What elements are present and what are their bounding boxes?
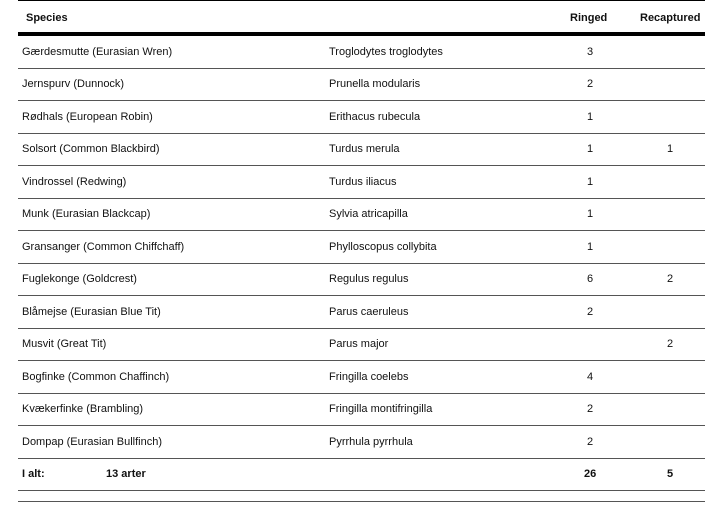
species-name: Gærdesmutte (Eurasian Wren)	[22, 45, 173, 58]
table-row	[18, 264, 705, 297]
scientific-name: Parus caeruleus	[329, 305, 409, 318]
header-species: Species	[26, 12, 68, 24]
scientific-name: Fringilla montifringilla	[329, 403, 433, 416]
header-ringed: Ringed	[570, 12, 608, 24]
table-row	[18, 296, 705, 329]
species-name: Blåmejse (Eurasian Blue Tit)	[22, 305, 161, 318]
total-label: I alt:	[22, 468, 45, 481]
total-recaptured: 5	[666, 468, 674, 481]
species-name: Dompap (Eurasian Bullfinch)	[22, 435, 163, 448]
table-row	[18, 426, 705, 459]
ringed-count: 1	[586, 208, 594, 221]
bottom-divider	[18, 501, 705, 502]
recaptured-count: 1	[666, 143, 674, 156]
species-name: Jernspurv (Dunnock)	[22, 78, 125, 91]
scientific-name: Fringilla coelebs	[329, 370, 409, 383]
scientific-name: Regulus regulus	[329, 273, 409, 286]
table-row	[18, 166, 705, 199]
ringed-count: 1	[586, 240, 594, 253]
table-row	[18, 199, 705, 232]
species-name: Rødhals (European Robin)	[22, 110, 153, 123]
scientific-name: Parus major	[329, 338, 389, 351]
recaptured-count: 2	[666, 338, 674, 351]
scientific-name: Prunella modularis	[329, 78, 421, 91]
ringed-count: 4	[586, 370, 594, 383]
ringed-count: 2	[586, 78, 594, 91]
species-name: Musvit (Great Tit)	[22, 338, 107, 351]
species-name: Kvækerfinke (Brambling)	[22, 403, 144, 416]
table-row	[18, 329, 705, 362]
table-row	[18, 134, 705, 167]
species-name: Bogfinke (Common Chaffinch)	[22, 370, 170, 383]
table-row	[18, 36, 705, 69]
species-name: Fuglekonge (Goldcrest)	[22, 273, 137, 286]
species-name: Gransanger (Common Chiffchaff)	[22, 240, 185, 253]
scientific-name: Turdus iliacus	[329, 175, 397, 188]
species-name: Solsort (Common Blackbird)	[22, 143, 160, 156]
table-row	[18, 69, 705, 102]
scientific-name: Turdus merula	[329, 143, 400, 156]
total-ringed: 26	[584, 468, 597, 481]
ringed-count: 2	[586, 435, 594, 448]
table-row	[18, 101, 705, 134]
scientific-name: Troglodytes troglodytes	[329, 45, 443, 58]
total-row	[18, 459, 705, 492]
ringed-count: 2	[586, 305, 594, 318]
ringed-count: 1	[586, 175, 594, 188]
recaptured-count: 2	[666, 273, 674, 286]
table-header	[18, 0, 705, 36]
species-name: Vindrossel (Redwing)	[22, 175, 127, 188]
table-row	[18, 231, 705, 264]
table-row	[18, 361, 705, 394]
ringed-count: 1	[586, 110, 594, 123]
ringing-table	[18, 0, 705, 491]
ringed-count: 3	[586, 45, 594, 58]
scientific-name: Sylvia atricapilla	[329, 208, 408, 221]
ringed-count: 1	[586, 143, 594, 156]
scientific-name: Phylloscopus collybita	[329, 240, 437, 253]
scientific-name: Pyrrhula pyrrhula	[329, 435, 413, 448]
ringed-count: 6	[586, 273, 594, 286]
table-row	[18, 394, 705, 427]
scientific-name: Erithacus rubecula	[329, 110, 421, 123]
header-recaptured: Recaptured	[640, 12, 701, 24]
species-count: 13 arter	[106, 468, 146, 481]
species-name: Munk (Eurasian Blackcap)	[22, 208, 151, 221]
ringed-count: 2	[586, 403, 594, 416]
